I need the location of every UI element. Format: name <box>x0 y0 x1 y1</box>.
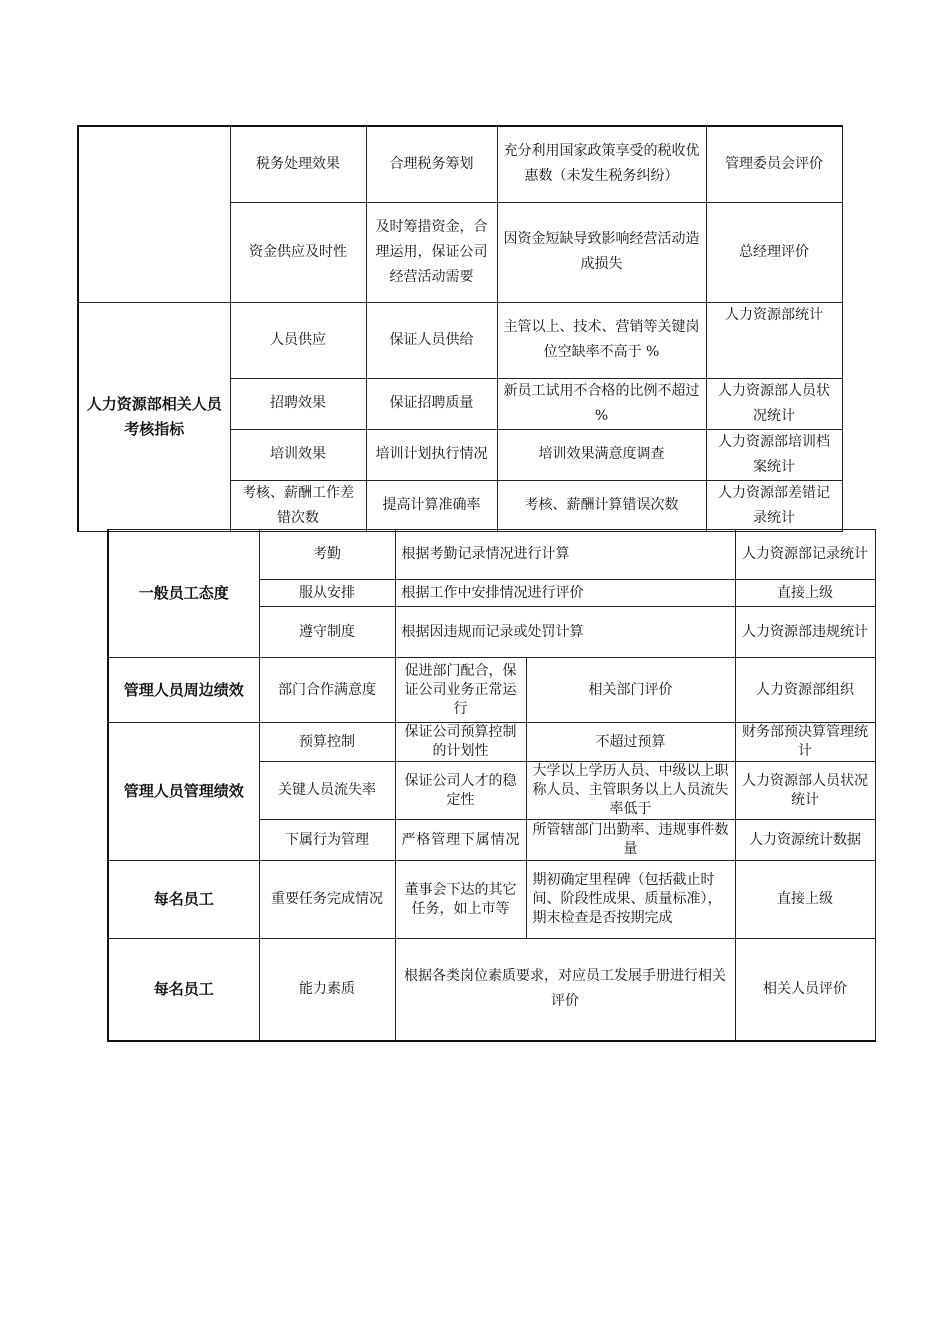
goal-cell: 提高计算准确率 <box>366 480 497 531</box>
peripheral-category-label: 管理人员周边绩效 <box>108 658 259 723</box>
standard-cell: 主管以上、技术、营销等关键岗位空缺率不高于 % <box>497 302 706 378</box>
source-cell: 管理委员会评价 <box>706 126 842 202</box>
indicator-cell: 培训效果 <box>230 429 366 480</box>
indicator-cell: 遵守制度 <box>259 607 395 658</box>
source-cell: 人力资源部培训档案统计 <box>706 429 842 480</box>
goal-cell: 保证招聘质量 <box>366 378 497 429</box>
source-cell: 人力资源部违规统计 <box>735 607 875 658</box>
source-cell: 相关人员评价 <box>735 939 875 1041</box>
indicator-cell: 税务处理效果 <box>230 126 366 202</box>
goal-cell: 及时筹措资金，合理运用，保证公司经营活动需要 <box>366 202 497 302</box>
source-cell: 人力资源部统计 <box>706 302 842 378</box>
table-row <box>108 723 875 762</box>
standard-cell: 根据考勤记录情况进行计算 <box>395 530 735 580</box>
table-row <box>108 658 875 723</box>
goal-cell: 保证公司预算控制的计划性 <box>395 723 526 762</box>
indicator-cell: 能力素质 <box>259 939 395 1041</box>
table-row <box>108 939 875 1041</box>
table-row <box>108 530 875 580</box>
employee-assessment-table-lower <box>107 529 876 1042</box>
source-cell: 总经理评价 <box>706 202 842 302</box>
hr-category-label: 人力资源部相关人员考核指标 <box>78 302 230 531</box>
indicator-cell: 部门合作满意度 <box>259 658 395 723</box>
table-row <box>78 126 842 202</box>
standard-cell: 大学以上学历人员、中级以上职称人员、主管职务以上人员流失率低于 <box>526 762 735 820</box>
indicator-cell: 资金供应及时性 <box>230 202 366 302</box>
standard-cell: 根据因违规而记录或处罚计算 <box>395 607 735 658</box>
table-row <box>108 861 875 939</box>
indicator-cell: 考核、薪酬工作差错次数 <box>230 480 366 531</box>
standard-cell: 因资金短缺导致影响经营活动造成损失 <box>497 202 706 302</box>
standard-cell: 根据各类岗位素质要求，对应员工发展手册进行相关评价 <box>395 939 735 1041</box>
indicator-cell: 重要任务完成情况 <box>259 861 395 939</box>
goal-cell: 严格管理下属情况 <box>395 820 526 861</box>
source-cell: 人力资源部差错记录统计 <box>706 480 842 531</box>
standard-cell: 期初确定里程碑（包括截止时间、阶段性成果、质量标准），期末检查是否按期完成 <box>526 861 735 939</box>
indicator-cell: 服从安排 <box>259 580 395 607</box>
source-cell: 人力资源统计数据 <box>735 820 875 861</box>
goal-cell: 促进部门配合，保证公司业务正常运行 <box>395 658 526 723</box>
standard-cell: 所管辖部门出勤率、违规事件数量 <box>526 820 735 861</box>
indicator-cell: 预算控制 <box>259 723 395 762</box>
source-cell: 人力资源部组织 <box>735 658 875 723</box>
indicator-cell: 人员供应 <box>230 302 366 378</box>
standard-cell: 根据工作中安排情况进行评价 <box>395 580 735 607</box>
indicator-cell: 招聘效果 <box>230 378 366 429</box>
goal-cell: 保证人员供给 <box>366 302 497 378</box>
task-category-label: 每名员工 <box>108 861 259 939</box>
attitude-category-label: 一般员工态度 <box>108 530 259 658</box>
finance-category-cell <box>78 126 230 302</box>
goal-cell: 董事会下达的其它任务，如上市等 <box>395 861 526 939</box>
standard-cell: 相关部门评价 <box>526 658 735 723</box>
table-row <box>78 302 842 378</box>
goal-cell: 合理税务筹划 <box>366 126 497 202</box>
management-category-label: 管理人员管理绩效 <box>108 723 259 861</box>
goal-cell: 保证公司人才的稳定性 <box>395 762 526 820</box>
hr-assessment-table-upper <box>77 125 843 532</box>
standard-cell: 考核、薪酬计算错误次数 <box>497 480 706 531</box>
source-cell: 直接上级 <box>735 861 875 939</box>
goal-cell: 培训计划执行情况 <box>366 429 497 480</box>
standard-cell: 充分利用国家政策享受的税收优惠数（未发生税务纠纷） <box>497 126 706 202</box>
standard-cell: 不超过预算 <box>526 723 735 762</box>
indicator-cell: 关键人员流失率 <box>259 762 395 820</box>
indicator-cell: 下属行为管理 <box>259 820 395 861</box>
source-cell: 人力资源部人员状况统计 <box>735 762 875 820</box>
ability-category-label: 每名员工 <box>108 939 259 1041</box>
source-cell: 直接上级 <box>735 580 875 607</box>
indicator-cell: 考勤 <box>259 530 395 580</box>
source-cell: 人力资源部记录统计 <box>735 530 875 580</box>
source-cell: 人力资源部人员状况统计 <box>706 378 842 429</box>
source-cell: 财务部预决算管理统计 <box>735 723 875 762</box>
standard-cell: 培训效果满意度调查 <box>497 429 706 480</box>
standard-cell: 新员工试用不合格的比例不超过 % <box>497 378 706 429</box>
